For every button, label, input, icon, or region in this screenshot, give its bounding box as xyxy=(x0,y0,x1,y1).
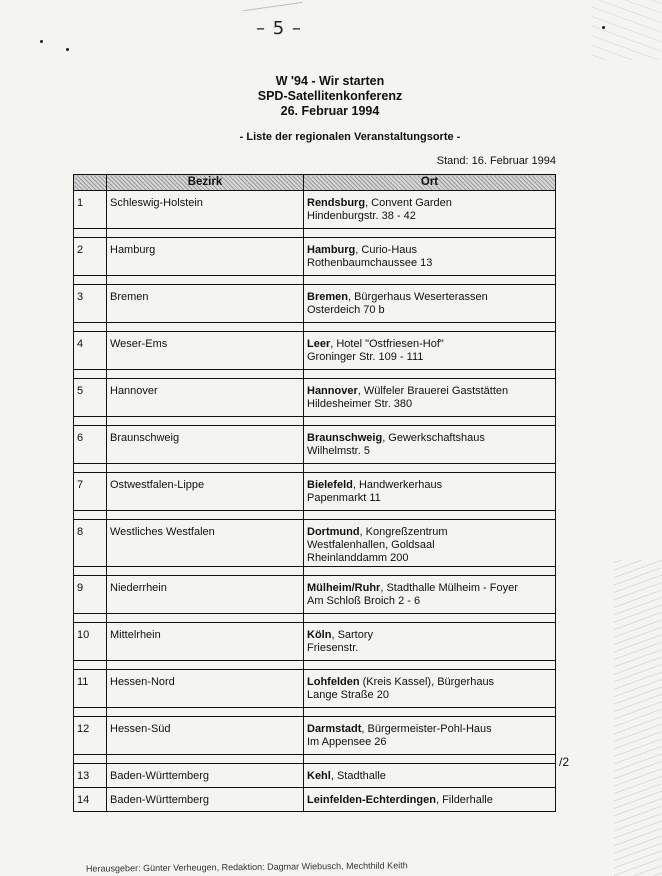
row-number: 5 xyxy=(74,379,107,417)
row-number: 8 xyxy=(74,520,107,567)
spacer-cell xyxy=(74,323,107,332)
spacer-cell xyxy=(107,417,304,426)
ort-venue: , Stadthalle xyxy=(330,770,386,782)
ort-venue: , Hotel "Ostfriesen-Hof" xyxy=(330,338,444,350)
ort-city: Leinfelden-Echterdingen xyxy=(307,794,436,806)
ort-city: Lohfelden xyxy=(307,676,360,688)
ort-cell xyxy=(304,379,556,417)
ort-cell xyxy=(304,520,556,567)
row-number: 1 xyxy=(74,191,107,229)
title-line: W '94 - Wir starten xyxy=(275,74,385,88)
row-number: 4 xyxy=(74,332,107,370)
row-spacer xyxy=(74,567,556,576)
ort-address-line: Rothenbaumchaussee 13 xyxy=(307,257,433,269)
spacer-cell xyxy=(304,614,556,623)
spacer-cell xyxy=(74,417,107,426)
ort-address-line: Im Appensee 26 xyxy=(307,736,387,748)
ort-city: Dortmund xyxy=(307,526,360,538)
ort-address-line: Lange Straße 20 xyxy=(307,689,389,701)
bezirk-cell: Weser-Ems xyxy=(107,332,304,370)
ort-line xyxy=(307,432,552,445)
continuation-mark: /2 xyxy=(558,755,569,769)
row-spacer xyxy=(74,370,556,379)
bezirk-cell: Bremen xyxy=(107,285,304,323)
table-row xyxy=(74,426,556,464)
title-line: 26. Februar 1994 xyxy=(280,104,380,118)
spacer-cell xyxy=(304,708,556,717)
ort-cell xyxy=(304,191,556,229)
bezirk-cell: Hessen-Süd xyxy=(107,717,304,755)
footer-publisher: Herausgeber: Günter Verheugen, Redaktion: Dagmar Wiebusch, Mechthild Keith xyxy=(85,860,408,874)
ort-venue: , Curio-Haus xyxy=(355,244,418,256)
row-spacer xyxy=(74,614,556,623)
ort-address-line: Rheinlanddamm 200 xyxy=(307,552,409,564)
row-number: 3 xyxy=(74,285,107,323)
ort-venue: , Wülfeler Brauerei Gaststätten xyxy=(357,385,509,397)
bezirk-cell: Hessen-Nord xyxy=(107,670,304,708)
ort-line xyxy=(307,338,552,351)
spacer-cell xyxy=(304,323,556,332)
table-row xyxy=(74,788,556,812)
ort-cell xyxy=(304,238,556,276)
ort-address-line: Hildesheimer Str. 380 xyxy=(307,398,413,410)
spacer-cell xyxy=(304,370,556,379)
spacer-cell xyxy=(107,229,304,238)
ort-address-line: Hindenburgstr. 38 - 42 xyxy=(307,210,416,222)
spacer-cell xyxy=(107,614,304,623)
row-spacer xyxy=(74,323,556,332)
row-spacer xyxy=(74,276,556,285)
spacer-cell xyxy=(74,755,107,764)
ort-city: Rendsburg xyxy=(307,197,366,209)
spacer-cell xyxy=(74,370,107,379)
table-row xyxy=(74,717,556,755)
scan-speck xyxy=(40,40,43,43)
ort-venue: , Filderhalle xyxy=(435,794,493,806)
spacer-cell xyxy=(107,661,304,670)
ort-address-line: Osterdeich 70 b xyxy=(307,304,385,316)
ort-line xyxy=(307,582,552,595)
spacer-cell xyxy=(107,464,304,473)
bezirk-cell: Baden-Württemberg xyxy=(107,788,304,812)
ort-city: Köln xyxy=(307,629,332,641)
ort-venue: , Gewerkschaftshaus xyxy=(382,432,485,444)
ort-address-line: Am Schloß Broich 2 - 6 xyxy=(307,595,421,607)
row-spacer xyxy=(74,661,556,670)
spacer-cell xyxy=(107,370,304,379)
ort-cell xyxy=(304,717,556,755)
spacer-cell xyxy=(74,708,107,717)
ort-line xyxy=(307,794,552,807)
column-header-bezirk: Bezirk xyxy=(107,175,304,191)
table-row xyxy=(74,332,556,370)
ort-line xyxy=(307,197,552,210)
spacer-cell xyxy=(74,464,107,473)
row-spacer xyxy=(74,755,556,764)
table-row xyxy=(74,285,556,323)
ort-address-line: Westfalenhallen, Goldsaal xyxy=(307,539,435,551)
bezirk-cell: Hamburg xyxy=(107,238,304,276)
table-row xyxy=(74,191,556,229)
ort-cell xyxy=(304,426,556,464)
row-number: 2 xyxy=(74,238,107,276)
spacer-cell xyxy=(74,511,107,520)
ort-city: Kehl xyxy=(307,770,331,782)
table-header-row xyxy=(74,175,556,191)
table-row xyxy=(74,670,556,708)
ort-cell xyxy=(304,788,556,812)
title-line: SPD-Satellitenkonferenz xyxy=(257,89,403,103)
ort-cell xyxy=(304,670,556,708)
ort-city: Bielefeld xyxy=(307,479,353,491)
spacer-cell xyxy=(304,511,556,520)
bezirk-cell: Hannover xyxy=(107,379,304,417)
ort-venue: , Convent Garden xyxy=(365,197,452,209)
ort-city: Braunschweig xyxy=(307,432,383,444)
scan-noise-right xyxy=(614,560,662,876)
ort-city: Leer xyxy=(307,338,331,350)
ort-line xyxy=(307,676,552,689)
row-number: 7 xyxy=(74,473,107,511)
bezirk-cell: Mittelrhein xyxy=(107,623,304,661)
spacer-cell xyxy=(107,708,304,717)
row-number: 14 xyxy=(74,788,107,812)
ort-line xyxy=(307,723,552,736)
row-spacer xyxy=(74,417,556,426)
ort-address-line: Papenmarkt 11 xyxy=(307,492,381,504)
spacer-cell xyxy=(304,417,556,426)
row-number: 13 xyxy=(74,764,107,788)
bezirk-cell: Baden-Württemberg xyxy=(107,764,304,788)
ort-cell xyxy=(304,332,556,370)
spacer-cell xyxy=(107,323,304,332)
table-row xyxy=(74,576,556,614)
scan-speck xyxy=(602,26,605,29)
ort-line xyxy=(307,385,552,398)
bezirk-cell: Niederrhein xyxy=(107,576,304,614)
ort-city: Mülheim/Ruhr xyxy=(307,582,381,594)
row-number: 9 xyxy=(74,576,107,614)
spacer-cell xyxy=(74,276,107,285)
spacer-cell xyxy=(107,755,304,764)
spacer-cell xyxy=(107,276,304,285)
ort-address-line: Friesenstr. xyxy=(307,642,359,654)
ort-cell xyxy=(304,623,556,661)
ort-venue: , Bürgerhaus Weserterassen xyxy=(347,291,488,303)
status-date: Stand: 16. Februar 1994 xyxy=(436,155,556,167)
table-row xyxy=(74,764,556,788)
row-number: 10 xyxy=(74,623,107,661)
ort-cell xyxy=(304,764,556,788)
page-number: – 5 – xyxy=(256,18,302,39)
spacer-cell xyxy=(304,229,556,238)
spacer-cell xyxy=(74,229,107,238)
row-spacer xyxy=(74,464,556,473)
bezirk-cell: Westliches Westfalen xyxy=(107,520,304,567)
spacer-cell xyxy=(304,755,556,764)
column-header-ort: Ort xyxy=(304,175,556,191)
table-row xyxy=(74,238,556,276)
ort-address-line: Wilhelmstr. 5 xyxy=(307,445,370,457)
ort-line xyxy=(307,479,552,492)
bezirk-cell: Braunschweig xyxy=(107,426,304,464)
ort-city: Hannover xyxy=(307,385,358,397)
venue-table xyxy=(73,174,556,812)
row-spacer xyxy=(74,511,556,520)
ort-line xyxy=(307,770,552,783)
document-subtitle: - Liste der regionalen Veranstaltungsorte - xyxy=(239,131,461,143)
table-row xyxy=(74,379,556,417)
ort-line xyxy=(307,629,552,642)
ort-venue: , Stadthalle Mülheim - Foyer xyxy=(380,582,518,594)
ort-venue: (Kreis Kassel), Bürgerhaus xyxy=(359,676,495,688)
ort-cell xyxy=(304,473,556,511)
bezirk-cell: Ostwestfalen-Lippe xyxy=(107,473,304,511)
ort-venue: , Sartory xyxy=(331,629,374,641)
spacer-cell xyxy=(74,567,107,576)
spacer-cell xyxy=(304,567,556,576)
ort-venue: , Bürgermeister-Pohl-Haus xyxy=(361,723,492,735)
table-row xyxy=(74,473,556,511)
table-row xyxy=(74,623,556,661)
document-title xyxy=(200,74,460,119)
ort-line xyxy=(307,526,552,539)
spacer-cell xyxy=(304,464,556,473)
row-number: 12 xyxy=(74,717,107,755)
table-row xyxy=(74,520,556,567)
spacer-cell xyxy=(107,511,304,520)
ort-cell xyxy=(304,285,556,323)
ort-line xyxy=(307,244,552,257)
spacer-cell xyxy=(74,661,107,670)
scan-noise-top xyxy=(592,0,662,60)
spacer-cell xyxy=(304,276,556,285)
ort-city: Hamburg xyxy=(307,244,356,256)
row-spacer xyxy=(74,708,556,717)
spacer-cell xyxy=(107,567,304,576)
row-spacer xyxy=(74,229,556,238)
spacer-cell xyxy=(74,614,107,623)
ort-city: Bremen xyxy=(307,291,348,303)
ort-line xyxy=(307,291,552,304)
ort-venue: , Kongreßzentrum xyxy=(359,526,448,538)
column-header-number xyxy=(74,175,107,191)
table-body xyxy=(74,191,556,812)
ort-address-line: Groninger Str. 109 - 111 xyxy=(307,351,424,363)
row-number: 6 xyxy=(74,426,107,464)
ort-city: Darmstadt xyxy=(307,723,362,735)
row-number: 11 xyxy=(74,670,107,708)
bezirk-cell: Schleswig-Holstein xyxy=(107,191,304,229)
scan-speck xyxy=(66,48,69,51)
spacer-cell xyxy=(304,661,556,670)
ort-venue: , Handwerkerhaus xyxy=(352,479,443,491)
ort-cell xyxy=(304,576,556,614)
